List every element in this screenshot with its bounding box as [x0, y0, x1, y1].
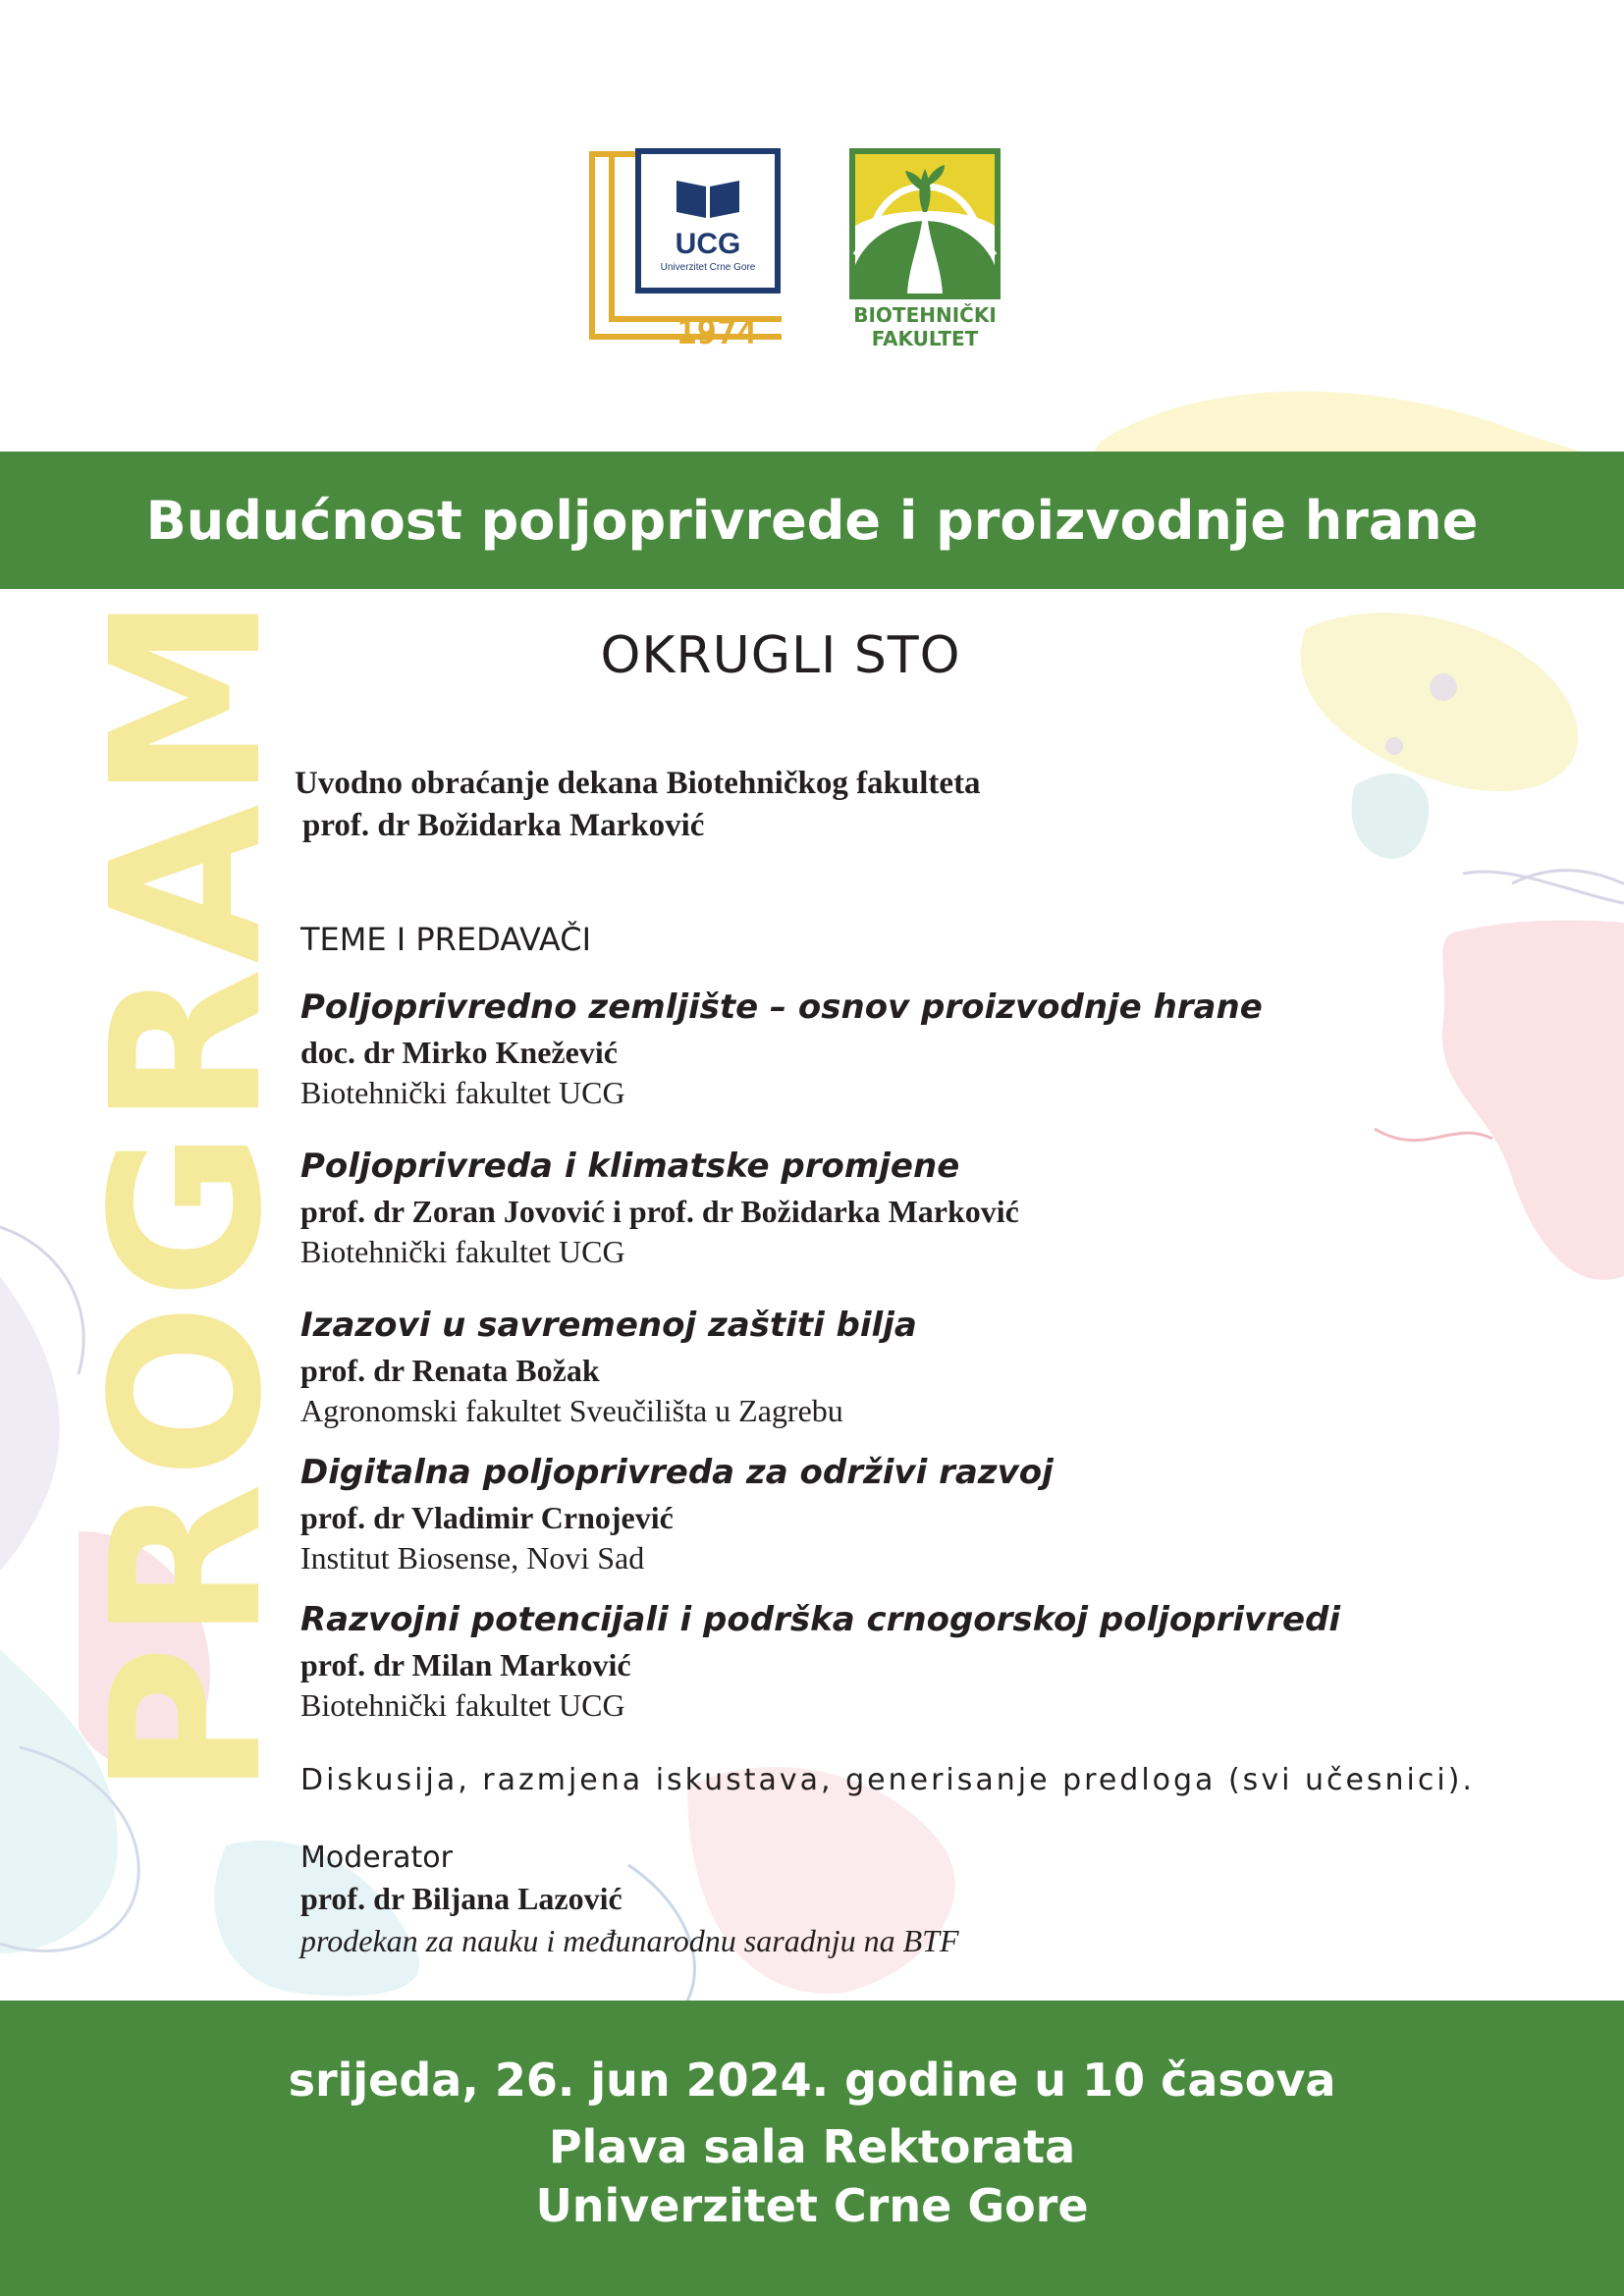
biotehnicki-fakultet-logo	[848, 147, 1005, 353]
section-label: TEME I PREDAVAČI	[300, 921, 591, 958]
intro-speaker: prof. dr Božidarka Marković	[302, 808, 705, 843]
topic-speaker: doc. dr Mirko Knežević	[300, 1035, 618, 1070]
topic-title: Izazovi u savremenoj zaštiti bilja	[300, 1306, 917, 1345]
btf-logo-line2: FAKULTET	[871, 327, 979, 350]
ucg-logo-subtext: Univerzitet Crne Gore	[660, 262, 756, 273]
topic-item	[300, 1600, 1532, 1724]
moderator-role: prodekan za nauku i međunarodnu saradnju na BTF	[300, 1923, 959, 1958]
topic-institution: Institut Biosense, Novi Sad	[300, 1540, 645, 1575]
topic-item	[300, 1147, 1532, 1270]
topic-item	[300, 1306, 1532, 1429]
topic-institution: Agronomski fakultet Sveučilišta u Zagrebu	[300, 1393, 843, 1428]
btf-logo-line1: BIOTEHNIČKI	[853, 303, 997, 327]
topic-speaker: prof. dr Vladimir Crnojević	[300, 1500, 674, 1535]
ucg-logo	[585, 147, 782, 348]
topic-item	[300, 988, 1532, 1111]
logo-row	[585, 147, 1007, 353]
ucg-logo-text: UCG	[675, 228, 741, 260]
program-vertical-label: PROGRAM	[67, 591, 307, 1796]
page-subtitle: OKRUGLI STO	[600, 626, 961, 685]
topic-speaker: prof. dr Zoran Jovović i prof. dr Božidarka Marković	[300, 1194, 1019, 1229]
footer-band	[0, 2001, 1624, 2296]
topic-speaker: prof. dr Milan Marković	[300, 1647, 631, 1682]
topic-institution: Biotehnički fakultet UCG	[300, 1687, 625, 1723]
topic-title: Razvojni potencijali i podrška crnogorskoj poljoprivredi	[300, 1600, 1341, 1639]
topic-institution: Biotehnički fakultet UCG	[300, 1075, 625, 1110]
title-band	[0, 452, 1624, 589]
event-university: Univerzitet Crne Gore	[535, 2179, 1089, 2232]
moderator-name: prof. dr Biljana Lazović	[300, 1881, 623, 1916]
intro-text: Uvodno obraćanje dekana Biotehničkog fakulteta	[295, 766, 981, 801]
topic-item	[300, 1453, 1532, 1576]
topic-speaker: prof. dr Renata Božak	[300, 1353, 600, 1388]
topic-title: Poljoprivreda i klimatske promjene	[300, 1147, 960, 1186]
discussion-note: Diskusija, razmjena iskustava, generisanje predloga (svi učesnici).	[300, 1763, 1475, 1797]
topic-institution: Biotehnički fakultet UCG	[300, 1234, 625, 1269]
topic-title: Poljoprivredno zemljište – osnov proizvodnje hrane	[300, 988, 1263, 1027]
event-date: srijeda, 26. jun 2024. godine u 10 časova	[288, 2054, 1336, 2107]
ucg-logo-year: 1974	[677, 313, 757, 348]
moderator-label: Moderator	[300, 1841, 453, 1875]
event-venue: Plava sala Rektorata	[548, 2120, 1076, 2173]
program-content	[295, 766, 1532, 1959]
page-title: Budućnost poljoprivrede i proizvodnje hrane	[145, 489, 1479, 552]
topic-title: Digitalna poljoprivreda za održivi razvoj	[300, 1453, 1054, 1492]
